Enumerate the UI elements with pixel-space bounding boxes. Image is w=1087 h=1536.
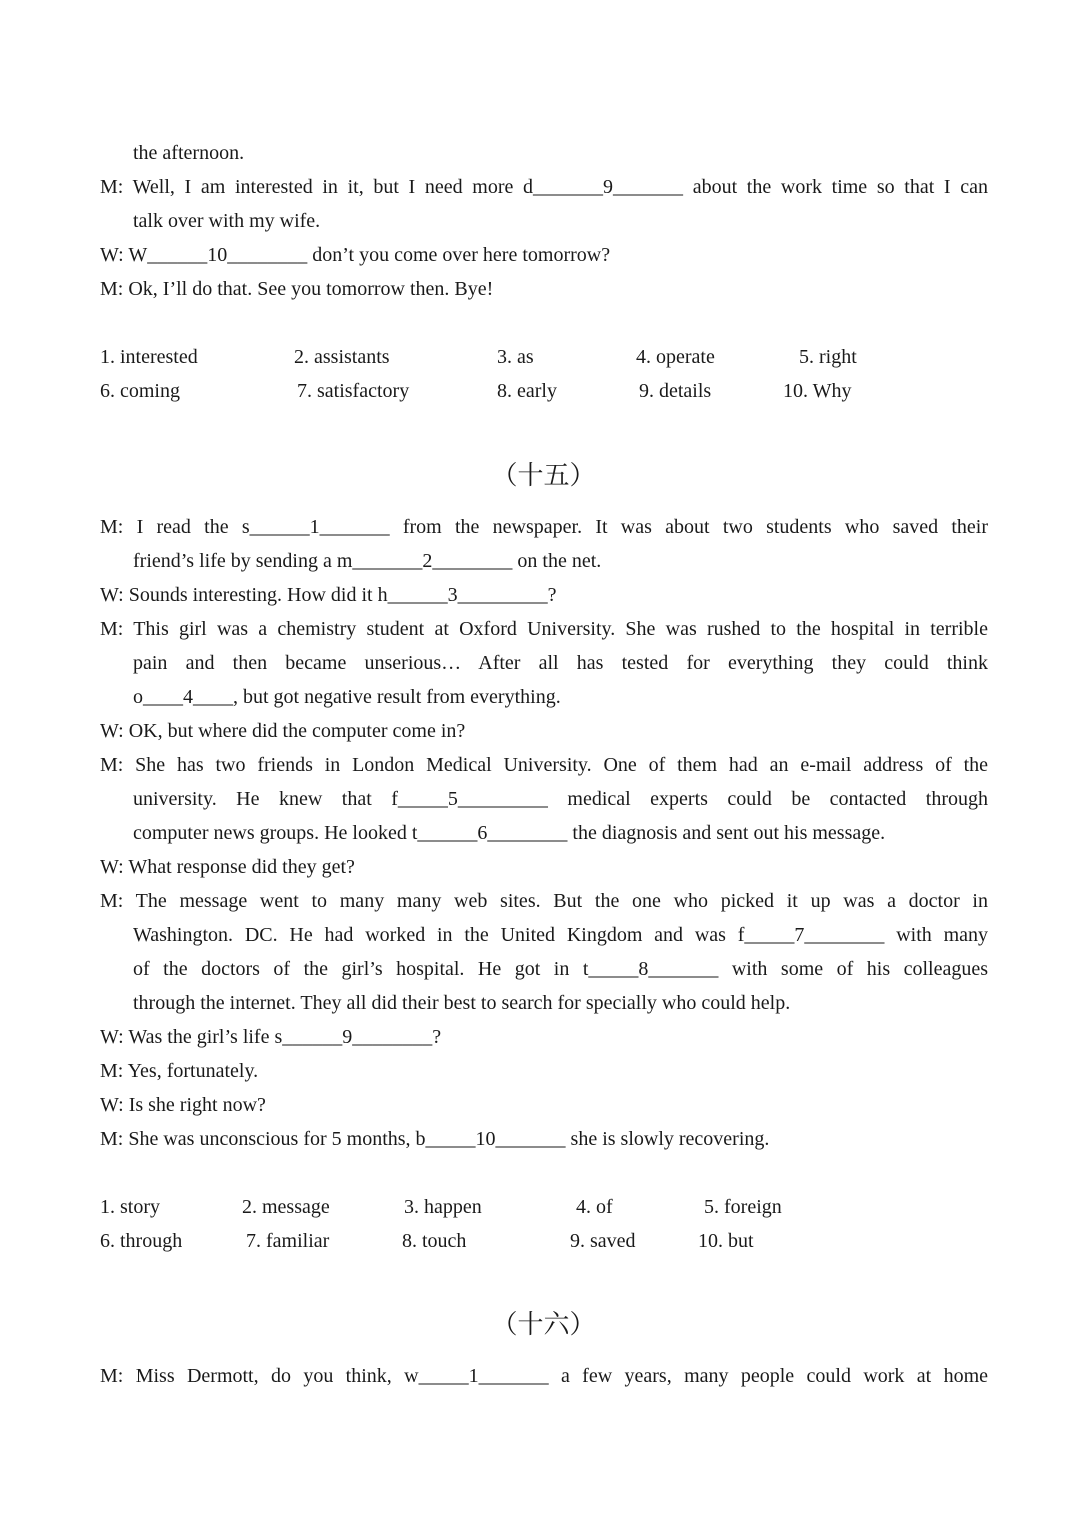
dialogue-line: W: W______10________ don’t you come over here tomorrow?	[100, 244, 611, 266]
answer-item: 6. coming	[100, 380, 180, 402]
answer-item: 2. message	[242, 1196, 330, 1218]
dialogue-line: o____4____, but got negative result from everything.	[133, 686, 561, 708]
answer-item: 1. story	[100, 1196, 160, 1218]
answer-item: 9. details	[639, 380, 712, 402]
dialogue-line: M: I read the s______1_______ from the newspaper. It was about two students who saved their	[100, 516, 988, 538]
answer-item: 7. satisfactory	[297, 380, 410, 402]
dialogue-line: M: Miss Dermott, do you think, w_____1_______ a few years, many people could work at home	[100, 1365, 988, 1387]
dialogue-line: W: OK, but where did the computer come in?	[100, 720, 466, 742]
dialogue-line: M: The message went to many many web sites. But the one who picked it up was a doctor in	[100, 890, 988, 912]
dialogue-line: through the internet. They all did their best to search for specially who could help.	[133, 992, 791, 1014]
answer-item: 2. assistants	[294, 346, 390, 368]
dialogue-line: of the doctors of the girl’s hospital. He got in t_____8_______ with some of his colleagues	[133, 958, 988, 980]
dialogue-line: W: What response did they get?	[100, 856, 355, 878]
dialogue-line: pain and then became unserious… After all has tested for everything they could think	[133, 652, 988, 674]
dialogue-line: friend’s life by sending a m_______2________ on the net.	[133, 550, 602, 572]
dialogue-line: W: Sounds interesting. How did it h______3_________?	[100, 584, 557, 606]
dialogue-line: M: Well, I am interested in it, but I need more d_______9_______ about the work time so that I can	[100, 176, 988, 198]
dialogue-line: Washington. DC. He had worked in the United Kingdom and was f_____7________ with many	[133, 924, 988, 946]
answer-item: 8. touch	[402, 1230, 467, 1252]
answer-item: 5. foreign	[704, 1196, 782, 1218]
section-heading: （十六）	[491, 1310, 596, 1340]
dialogue-line: computer news groups. He looked t______6________ the diagnosis and sent out his message.	[133, 822, 886, 844]
answer-item: 4. operate	[636, 346, 715, 368]
answer-item: 9. saved	[570, 1230, 636, 1252]
dialogue-line: M: This girl was a chemistry student at Oxford University. She was rushed to the hospital in terrible	[100, 618, 988, 640]
answer-item: 3. happen	[404, 1196, 482, 1218]
dialogue-line: talk over with my wife.	[133, 210, 321, 232]
answer-item: 4. of	[576, 1196, 613, 1218]
answer-item: 10. but	[698, 1230, 754, 1252]
dialogue-line: M: Ok, I’ll do that. See you tomorrow then. Bye!	[100, 278, 494, 300]
dialogue-line: university. He knew that f_____5_________ medical experts could be contacted through	[133, 788, 988, 810]
answer-item: 8. early	[497, 380, 557, 402]
dialogue-line: W: Was the girl’s life s______9________?	[100, 1026, 442, 1048]
answer-item: 1. interested	[100, 346, 198, 368]
answer-item: 6. through	[100, 1230, 183, 1252]
answer-item: 5. right	[799, 346, 857, 368]
answer-item: 3. as	[497, 346, 534, 368]
dialogue-line: W: Is she right now?	[100, 1094, 266, 1116]
dialogue-line: M: She has two friends in London Medical University. One of them had an e-mail address of the	[100, 754, 988, 776]
answer-item: 7. familiar	[246, 1230, 330, 1252]
dialogue-line: the afternoon.	[133, 142, 245, 164]
section-heading: （十五）	[491, 461, 596, 491]
dialogue-line: M: Yes, fortunately.	[100, 1060, 259, 1082]
answer-item: 10. Why	[783, 380, 852, 402]
dialogue-line: M: She was unconscious for 5 months, b_____10_______ she is slowly recovering.	[100, 1128, 770, 1150]
